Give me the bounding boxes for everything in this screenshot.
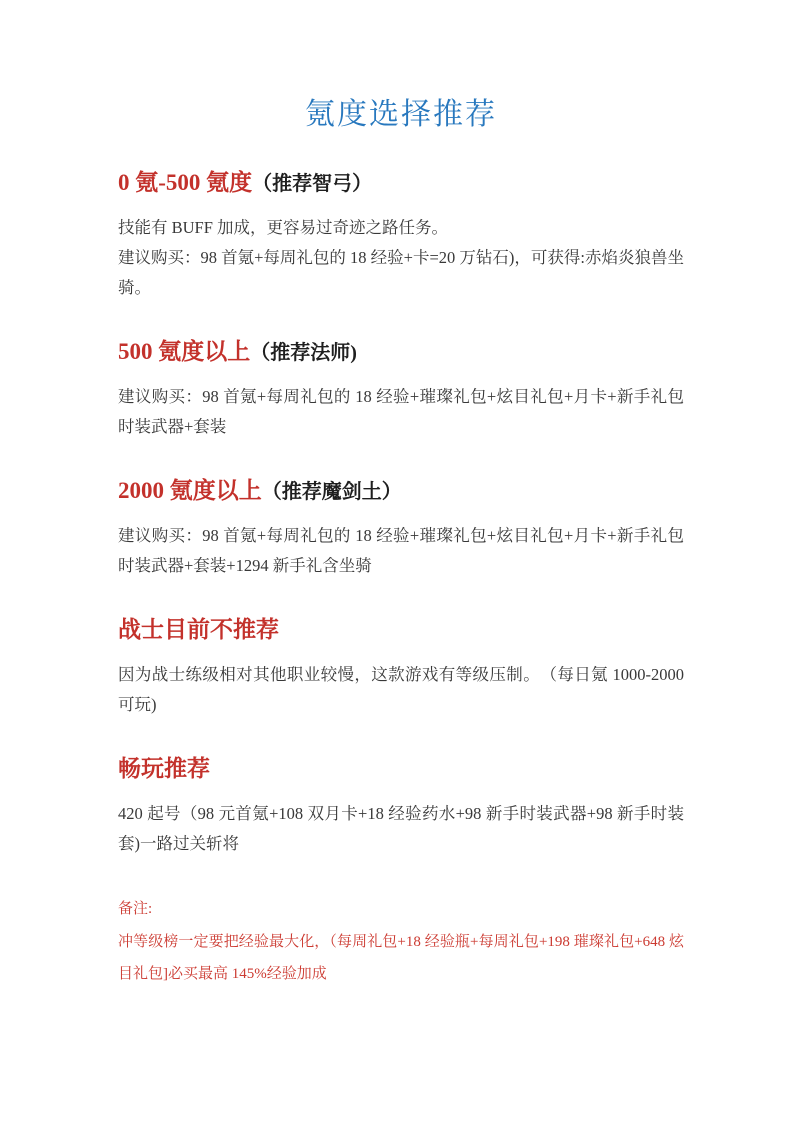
page-title: 氪度选择推荐 [305,98,497,131]
body-paragraph: 建议购买：98 首氪+每周礼包的 18 经验+卡=20 万钻石)，可获得:赤焰炎狼兽坐骑。 [118,248,684,297]
body-paragraph: 因为战士练级相对其他职业较慢，这款游戏有等级压制。 （每日氪 1000-2000 可玩) [118,665,684,714]
section-heading [118,476,684,507]
section-heading-red: 0 氪-500 氪度 [118,170,253,195]
section-heading [118,337,684,368]
body-paragraph: 建议购买：98 首氪+每周礼包的 18 经验+璀璨礼包+炫目礼包+月卡+新手礼包时装武器+套装 [118,387,684,436]
section-heading-red: 500 氪度以上 [118,339,251,364]
section-500-plus-krypton [118,337,684,442]
body-paragraph: 建议购买：98 首氪+每周礼包的 18 经验+璀璨礼包+炫目礼包+月卡+新手礼包时装武器+套装+1294 新手礼含坐骑 [118,526,684,575]
section-heading-red: 2000 氪度以上 [118,478,262,503]
section-heading-paren: （推荐法师) [250,342,357,364]
section-heading [118,168,684,199]
note-label: 备注: [118,901,153,917]
section-0-500-krypton [118,168,684,303]
section-casual-play-recommendation [118,754,684,859]
section-heading-paren: （推荐魔剑土） [261,481,402,503]
section-heading [118,754,684,785]
note-text: 冲等级榜一定要把经验最大化，（每周礼包+18 经验瓶+每周礼包+198 璀璨礼包+648 炫目礼包]必买最高 145%经验加成 [118,934,684,982]
note-section [118,894,684,990]
section-heading-red: 畅玩推荐 [118,756,210,781]
section-heading [118,615,684,646]
section-heading-red: 战士目前不推荐 [118,617,279,642]
section-warrior-not-recommended [118,615,684,720]
body-paragraph: 技能有 BUFF 加成，更容易过奇迹之路任务。 [118,218,449,237]
document-content [0,95,800,990]
section-heading-paren: （推荐智弓） [252,173,373,195]
body-paragraph: 420 起号（98 元首氪+108 双月卡+18 经验药水+98 新手时装武器+98 新手时装套)一路过关斩将 [118,804,684,853]
section-2000-plus-krypton [118,476,684,581]
